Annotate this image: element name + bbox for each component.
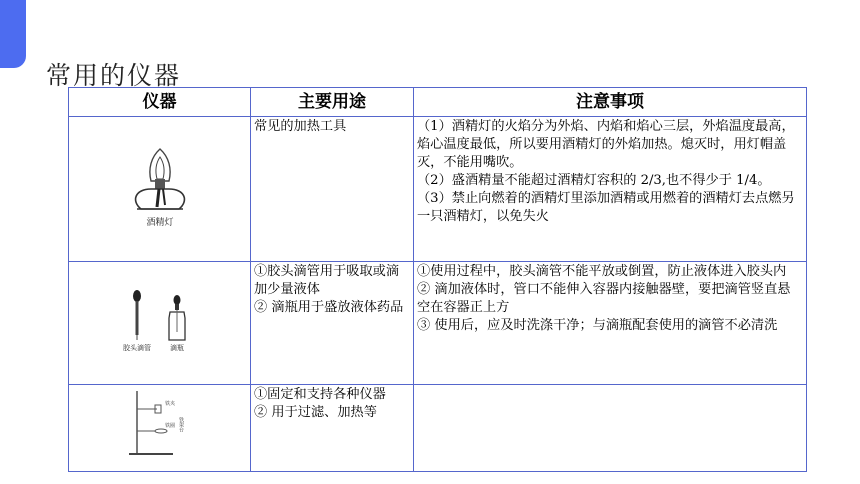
alcohol-lamp-cell <box>69 117 251 262</box>
table-header-row <box>69 88 807 117</box>
alcohol-lamp-notes <box>414 117 807 262</box>
dropper-and-bottle-illustration <box>115 288 205 352</box>
note-item: （2）盛酒精量不能超过酒精灯容积的 2/3,也不得少于 1/4。 <box>417 173 771 188</box>
ring-label: 铁圈 <box>164 423 175 429</box>
table-row <box>69 262 807 385</box>
note-item: ② 滴加液体时，管口不能伸入容器内接触器壁，要把滴管竖直悬空在容器正上方 <box>417 282 791 315</box>
bottle-label: 滴瓶 <box>169 344 184 352</box>
header-notes: 注意事项 <box>414 88 807 117</box>
dropper-notes <box>414 262 807 385</box>
usage-item: ①胶头滴管用于吸取或滴加少量液体 <box>254 264 400 297</box>
usage-item: ①固定和支持各种仪器 <box>254 387 386 402</box>
header-usage: 主要用途 <box>251 88 414 117</box>
iron-stand-illustration <box>125 387 195 463</box>
usage-item: ② 用于过滤、加热等 <box>254 405 377 420</box>
clamp-label: 铁夹 <box>164 401 175 407</box>
stand-label: 铁架台 <box>177 417 184 432</box>
iron-stand-notes <box>414 385 807 472</box>
alcohol-lamp-illustration <box>121 143 199 229</box>
iron-stand-usage <box>251 385 414 472</box>
dropper-cell <box>69 262 251 385</box>
note-item: ①使用过程中，胶头滴管不能平放或倒置，防止液体进入胶头内 <box>417 264 787 279</box>
alcohol-lamp-label: 酒精灯 <box>145 218 174 228</box>
accent-tab <box>0 0 26 68</box>
page-title: 常用的仪器 <box>46 61 182 90</box>
dropper-usage <box>251 262 414 385</box>
note-item: （1）酒精灯的火焰分为外焰、内焰和焰心三层，外焰温度最高，焰心温度最低，所以要用酒精灯的外焰加热。熄灭时，用灯帽盖灭，不能用嘴吹。 <box>417 119 795 170</box>
dropper-label: 胶头滴管 <box>122 344 151 352</box>
note-item: ③ 使用后，应及时洗涤干净；与滴瓶配套使用的滴管不必清洗 <box>417 318 778 333</box>
table-row <box>69 117 807 262</box>
header-instrument: 仪器 <box>69 88 251 117</box>
note-item: （3）禁止向燃着的酒精灯里添加酒精或用燃着的酒精灯去点燃另一只酒精灯，以免失火 <box>417 191 795 224</box>
table-row <box>69 385 807 472</box>
instruments-table <box>68 87 807 472</box>
alcohol-lamp-usage: 常见的加热工具 <box>251 117 414 262</box>
usage-item: ② 滴瓶用于盛放液体药品 <box>254 300 404 315</box>
iron-stand-cell <box>69 385 251 472</box>
